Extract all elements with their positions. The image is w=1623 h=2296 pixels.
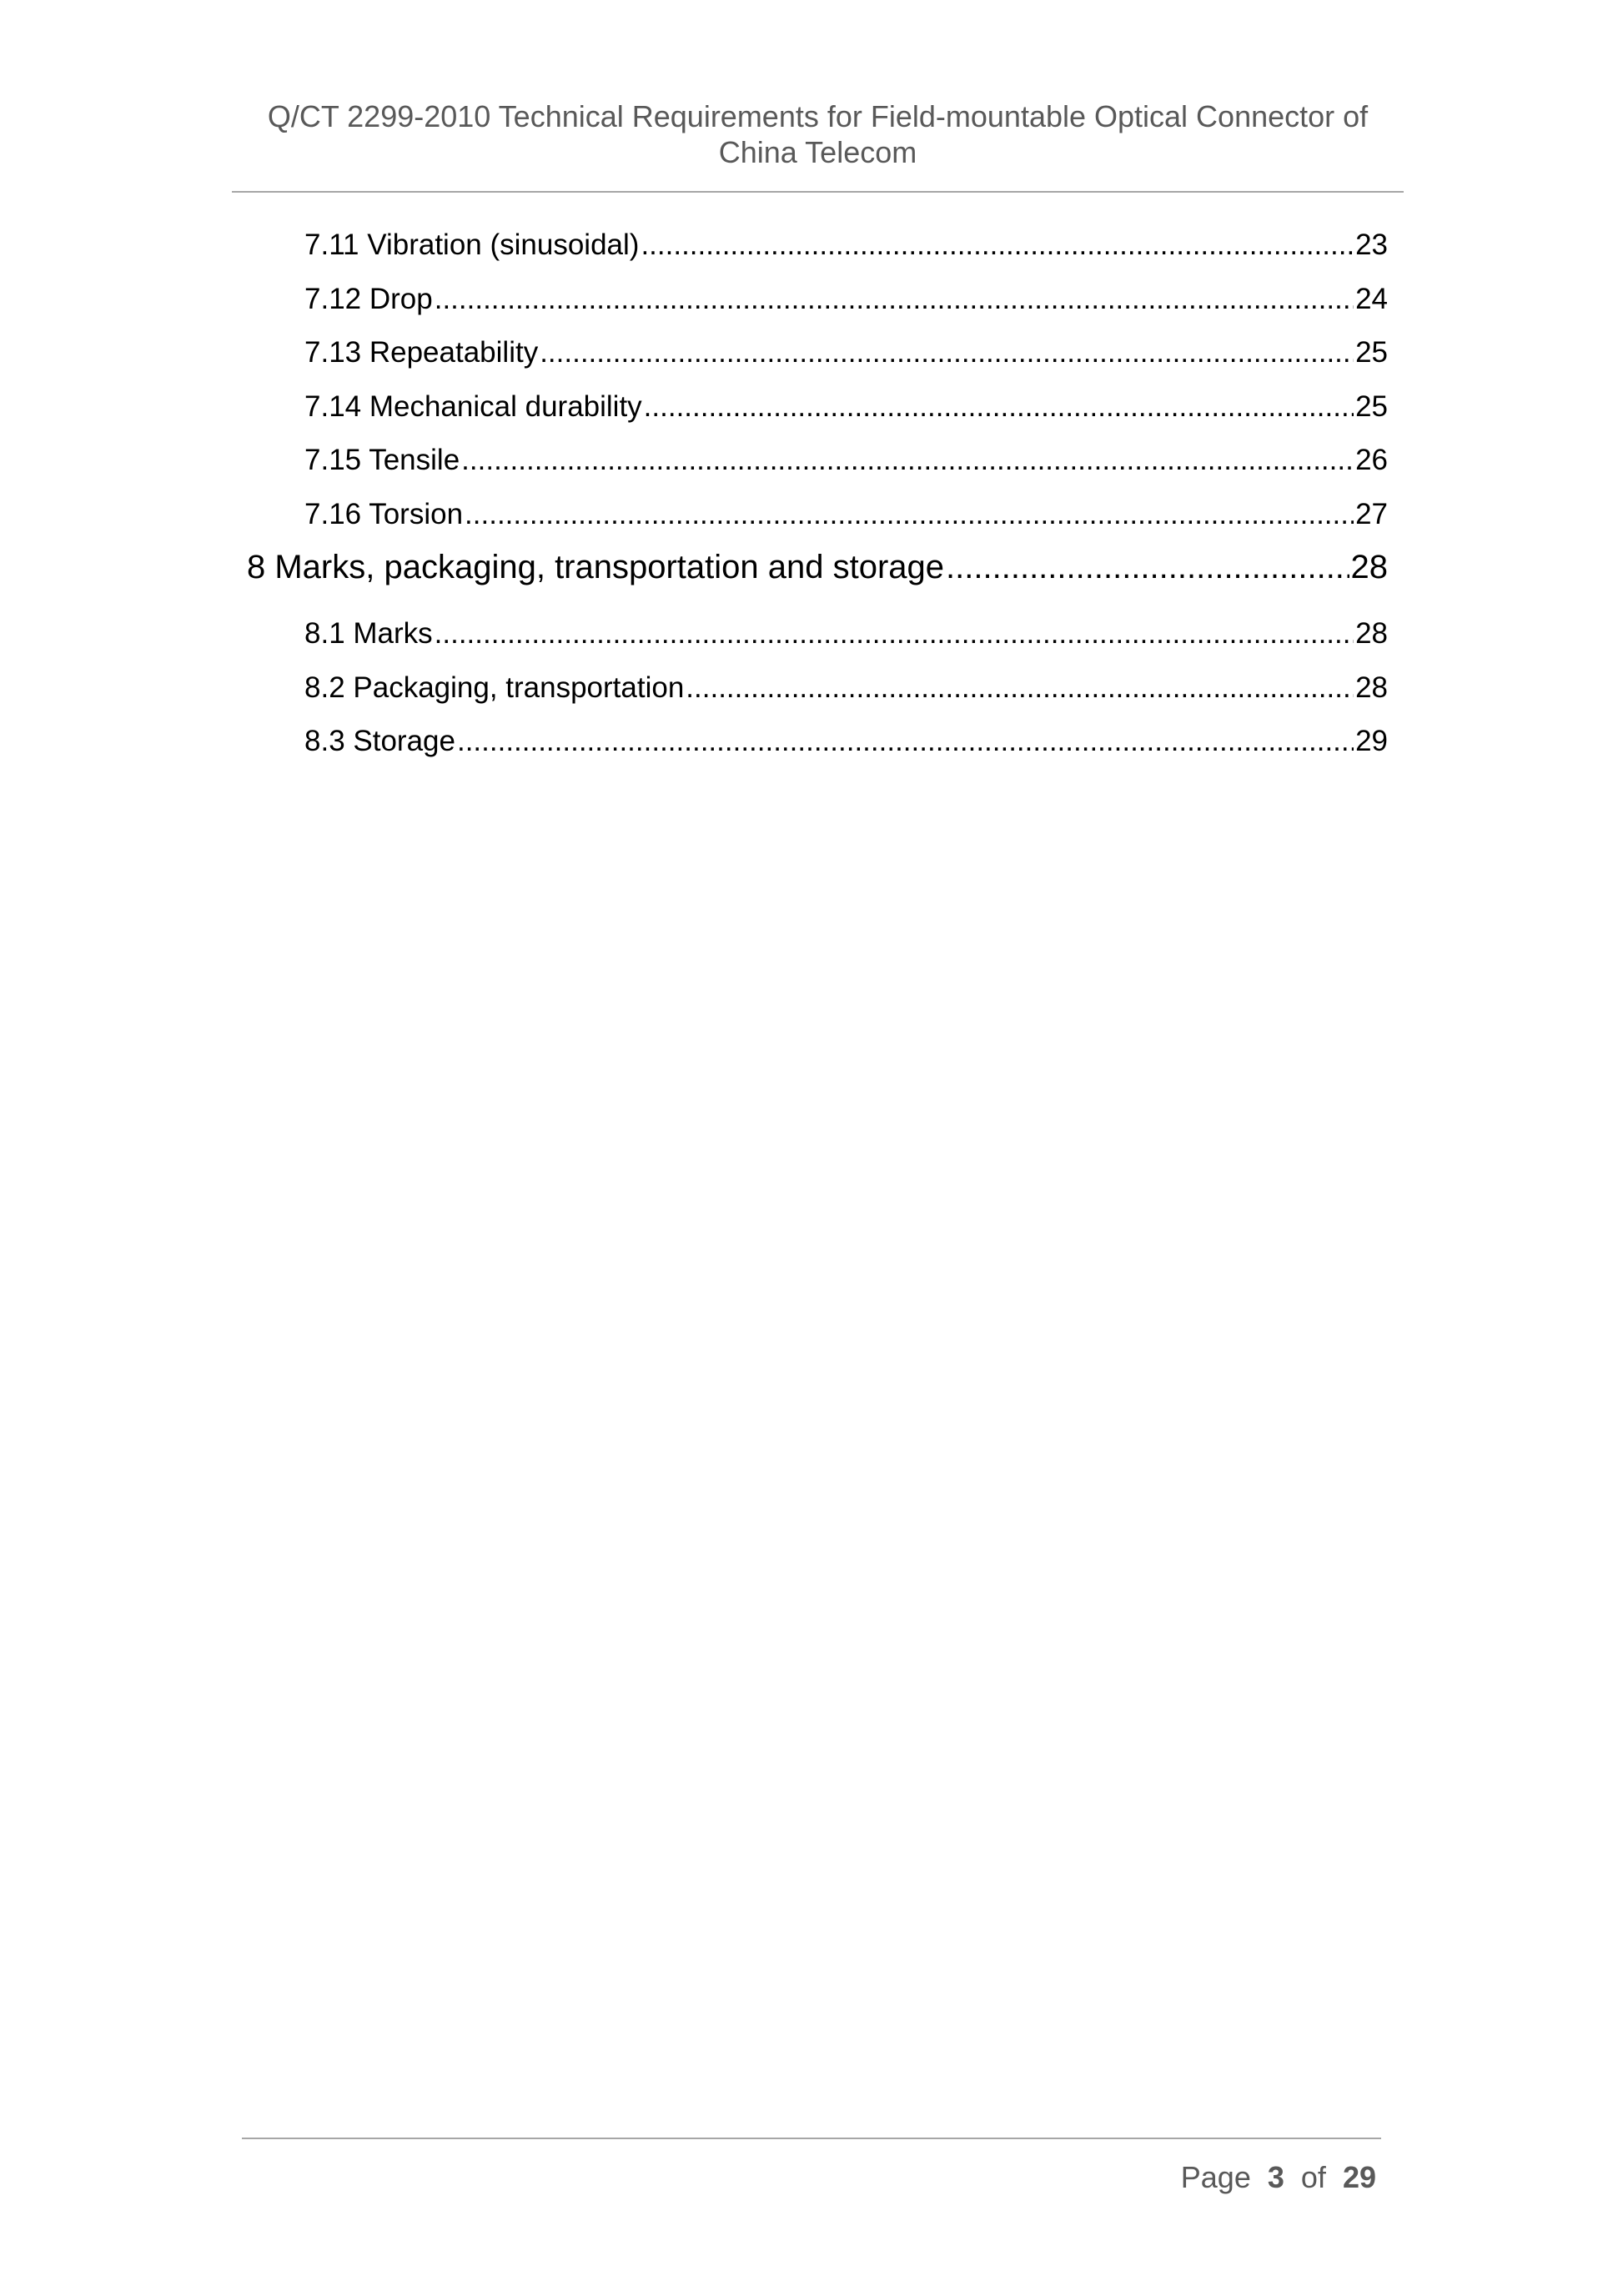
toc-entry-title: 8 Marks, packaging, transportation and storage bbox=[247, 549, 945, 585]
toc-leader-dots bbox=[435, 617, 1354, 651]
toc-entry-page: 25 bbox=[1355, 336, 1388, 369]
toc-entry[interactable] bbox=[304, 336, 1388, 369]
toc-entry-title: 8.3 Storage bbox=[304, 725, 455, 757]
toc-entry-title: 8.2 Packaging, transportation bbox=[304, 671, 685, 704]
header-divider bbox=[232, 191, 1404, 193]
toc-entry-title: 7.14 Mechanical durability bbox=[304, 390, 642, 423]
toc-entry-title: 7.15 Tensile bbox=[304, 444, 460, 476]
toc-entry-title: 8.1 Marks bbox=[304, 617, 433, 650]
toc-entry[interactable] bbox=[304, 725, 1388, 758]
toc-entry[interactable] bbox=[304, 444, 1388, 477]
footer-of-word: of bbox=[1300, 2160, 1326, 2194]
toc-entry-title: 7.13 Repeatability bbox=[304, 336, 539, 369]
toc-entry-page: 23 bbox=[1355, 229, 1388, 261]
toc-leader-dots bbox=[686, 671, 1354, 705]
toc-entry-chapter[interactable] bbox=[247, 549, 1388, 586]
toc-entry-title: 7.16 Torsion bbox=[304, 498, 464, 530]
footer-total-pages: 29 bbox=[1342, 2160, 1376, 2194]
toc-leader-dots bbox=[946, 549, 1349, 586]
toc-leader-dots bbox=[465, 498, 1354, 531]
toc-leader-dots bbox=[540, 336, 1354, 369]
toc-entry-page: 28 bbox=[1355, 617, 1388, 650]
toc-entry[interactable] bbox=[304, 617, 1388, 651]
toc-leader-dots bbox=[435, 283, 1354, 316]
toc-entry-page: 28 bbox=[1355, 671, 1388, 704]
footer-page-word: Page bbox=[1180, 2160, 1251, 2194]
toc-entry[interactable] bbox=[304, 671, 1388, 705]
page-footer bbox=[1181, 2160, 1376, 2195]
toc-entry-page: 24 bbox=[1355, 283, 1388, 315]
toc-entry-page: 27 bbox=[1355, 498, 1388, 530]
toc-entry-page: 25 bbox=[1355, 390, 1388, 423]
toc-entry-title: 7.12 Drop bbox=[304, 283, 433, 315]
footer-current-page: 3 bbox=[1267, 2160, 1284, 2194]
header-line-1: Q/CT 2299-2010 Technical Requirements for Field-mountable Optical Connector of bbox=[267, 99, 1369, 133]
toc-leader-dots bbox=[641, 229, 1354, 262]
toc-entry-page: 29 bbox=[1355, 725, 1388, 757]
toc-entry[interactable] bbox=[304, 390, 1388, 424]
toc-entry[interactable] bbox=[304, 498, 1388, 531]
toc-leader-dots bbox=[461, 444, 1354, 477]
running-header bbox=[232, 98, 1404, 170]
header-line-2: China Telecom bbox=[718, 135, 917, 169]
toc-entry-title: 7.11 Vibration (sinusoidal) bbox=[304, 229, 640, 261]
toc-entry-page: 28 bbox=[1350, 549, 1388, 585]
toc-entry[interactable] bbox=[304, 283, 1388, 316]
footer-divider bbox=[242, 2138, 1381, 2139]
toc-entry-page: 26 bbox=[1355, 444, 1388, 476]
toc-leader-dots bbox=[644, 390, 1354, 424]
toc-leader-dots bbox=[457, 725, 1354, 758]
toc-entry[interactable] bbox=[304, 229, 1388, 262]
